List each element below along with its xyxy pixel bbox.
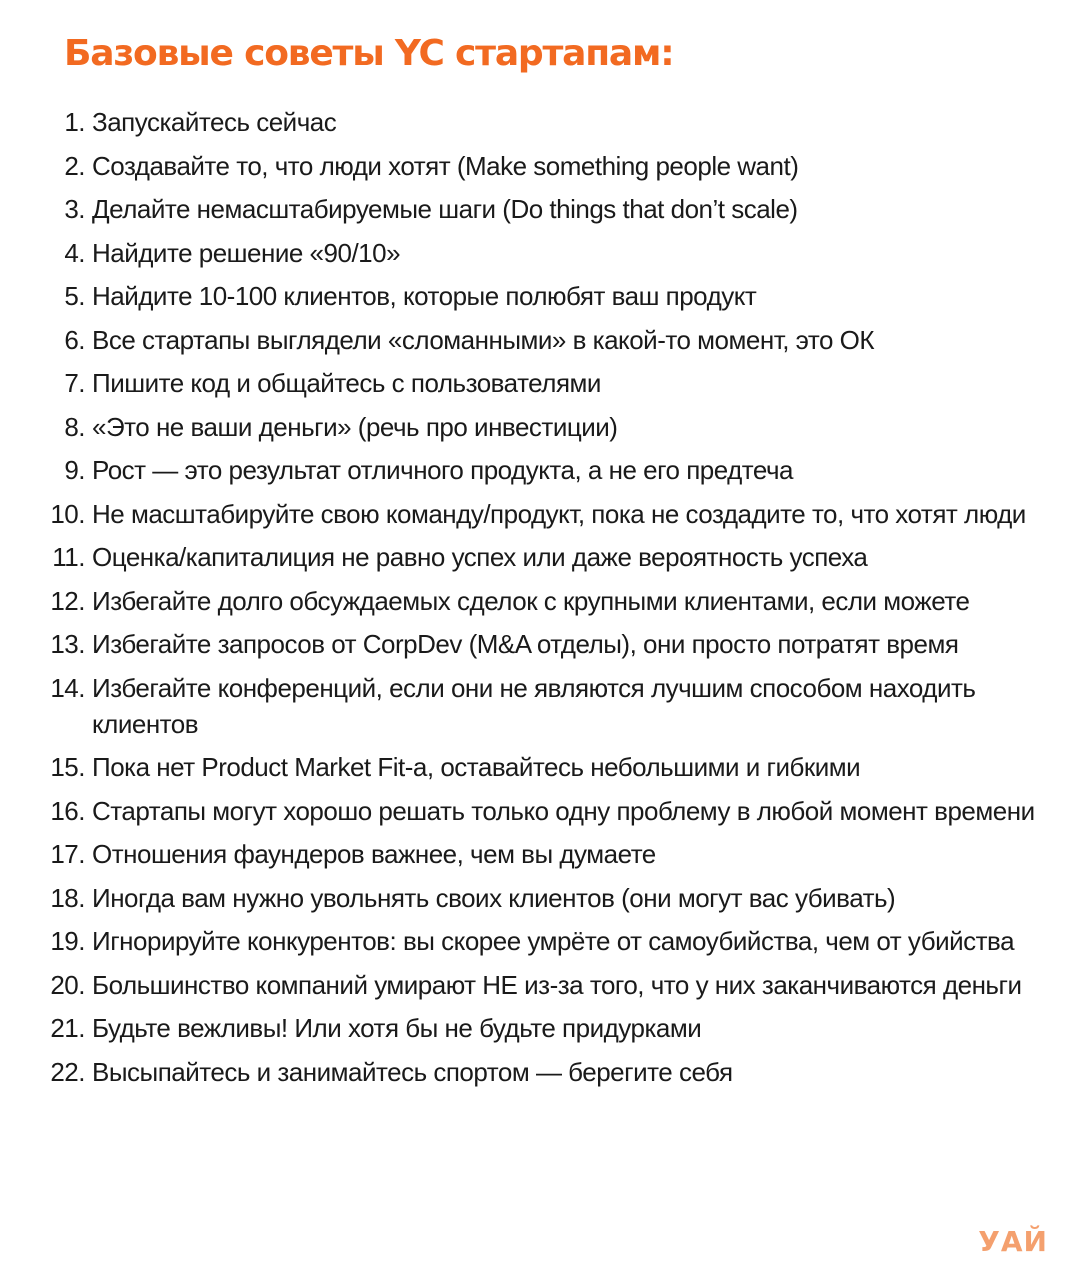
list-item-number: 13. (50, 629, 85, 659)
list-item-number: 18. (50, 882, 85, 913)
list-item (40, 923, 1050, 959)
list-item-text: Избегайте долго обсуждаемых сделок с крупными клиентами, если можете (92, 585, 970, 616)
list-item-text: Отношения фаундеров важнее, чем вы думаете (92, 839, 656, 869)
list-item-number: 7. (64, 368, 85, 398)
list-item-number: 2. (64, 150, 85, 181)
list-item-number: 20. (50, 969, 85, 1000)
list-item (40, 967, 1050, 1003)
list-item-text: Рост — это результат отличного продукта, а не его предтеча (92, 455, 794, 485)
list-item (40, 496, 1050, 532)
list-item-text: Делайте немасштабируемые шаги (Do things that don’t scale) (92, 194, 798, 224)
list-item (40, 1054, 1050, 1090)
list-item-text: Все стартапы выглядели «сломанными» в какой-то момент, это ОК (92, 324, 875, 355)
list-item (40, 278, 1050, 314)
list-item (40, 539, 1050, 575)
list-item-number: 3. (64, 194, 85, 224)
list-item-number: 11. (52, 542, 85, 572)
tips-list (40, 104, 1050, 1097)
list-item-text: «Это не ваши деньги» (речь про инвестиции) (92, 411, 618, 442)
list-item (40, 626, 1050, 662)
list-item-number: 8. (64, 411, 85, 442)
list-item-text: Не масштабируйте свою команду/продукт, пока не создадите то, что хотят люди (92, 498, 1026, 529)
list-item (40, 365, 1050, 401)
list-item-number: 14. (50, 672, 85, 703)
list-item-text: Найдите 10-100 клиентов, которые полюбят ваш продукт (92, 281, 757, 311)
list-item-number: 10. (50, 498, 85, 529)
list-item (40, 1010, 1050, 1046)
list-item (40, 880, 1050, 916)
list-item-number: 17. (50, 839, 85, 869)
list-item-text: Запускайтесь сейчас (92, 107, 337, 137)
list-item-number: 22. (50, 1056, 85, 1087)
list-item-text: Избегайте конференций, если они не являются лучшим способом находить клиентов (92, 672, 976, 739)
list-item (40, 836, 1050, 872)
list-item-number: 21. (50, 1013, 85, 1043)
list-item-text: Пока нет Product Market Fit-а, оставайтесь небольшими и гибкими (92, 752, 861, 782)
list-item (40, 583, 1050, 619)
list-item-text: Будьте вежливы! Или хотя бы не будьте придурками (92, 1013, 702, 1043)
list-item-number: 16. (50, 795, 85, 826)
list-item (40, 452, 1050, 488)
list-item-number: 12. (50, 585, 85, 616)
list-item-text: Иногда вам нужно увольнять своих клиентов (они могут вас убивать) (92, 882, 896, 913)
list-item-number: 6. (64, 324, 85, 355)
list-item-text: Найдите решение «90/10» (92, 237, 401, 268)
brand-logo: УАЙ (978, 1225, 1048, 1258)
list-item (40, 148, 1050, 184)
list-item-number: 9. (64, 455, 85, 485)
list-item (40, 104, 1050, 140)
list-item (40, 322, 1050, 358)
list-item (40, 749, 1050, 785)
list-item-number: 4. (64, 237, 85, 268)
list-item (40, 670, 1050, 742)
list-item-number: 19. (50, 926, 85, 956)
list-item-text: Пишите код и общайтесь с пользователями (92, 368, 601, 398)
list-item-text: Игнорируйте конкурентов: вы скорее умрёте от самоубийства, чем от убийства (92, 926, 1015, 956)
list-item-text: Высыпайтесь и занимайтесь спортом — берегите себя (92, 1056, 733, 1087)
list-item-text: Оценка/капиталиция не равно успех или даже вероятность успеха (92, 542, 868, 572)
list-item (40, 409, 1050, 445)
list-item-text: Избегайте запросов от CorpDev (M&A отделы), они просто потратят время (92, 629, 959, 659)
list-item-text: Создавайте то, что люди хотят (Make something people want) (92, 150, 799, 181)
list-item (40, 191, 1050, 227)
list-item-text: Большинство компаний умирают НЕ из-за того, что у них заканчиваются деньги (92, 969, 1022, 1000)
list-item-number: 5. (64, 281, 85, 311)
page-title: Базовые советы YC стартапам: (64, 33, 674, 74)
list-item-number: 15. (50, 752, 85, 782)
list-item (40, 235, 1050, 271)
list-item-text: Стартапы могут хорошо решать только одну проблему в любой момент времени (92, 795, 1035, 826)
list-item (40, 793, 1050, 829)
list-item-number: 1. (64, 107, 85, 137)
